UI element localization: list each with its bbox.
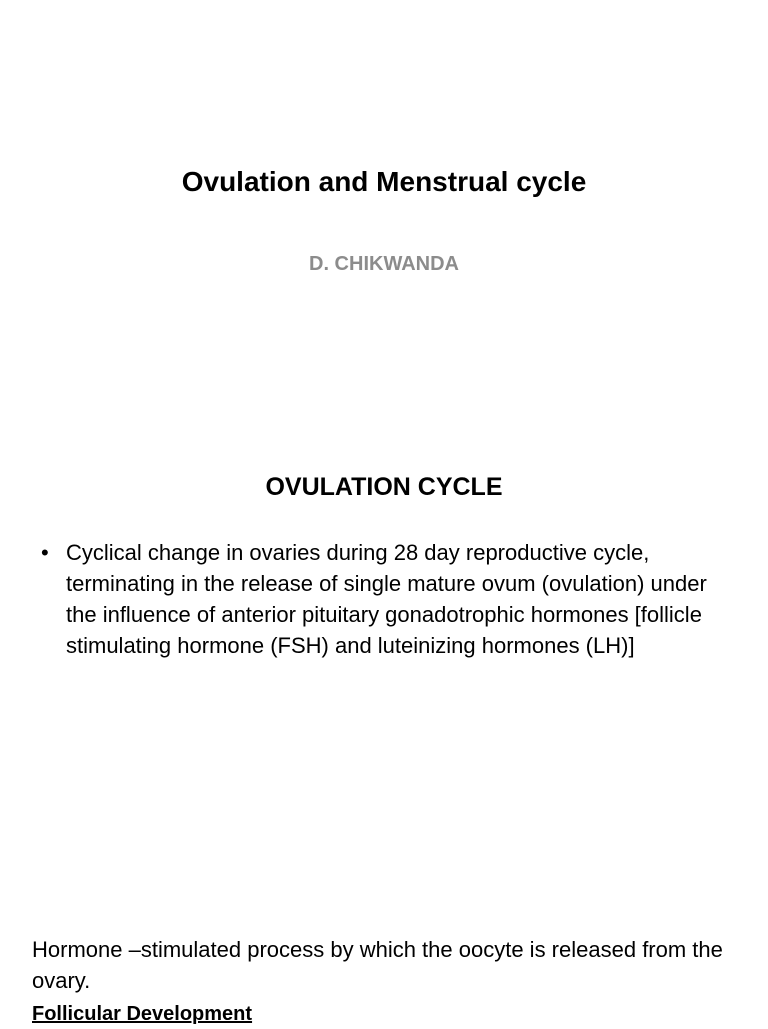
bullet-marker: • xyxy=(41,540,49,565)
bullet-text: Cyclical change in ovaries during 28 day reproductive cycle, terminating in the release of single mature ovum (ovulation) under the influence of anterior pituitary gonadotrophic hormones [follicle stimulating hormone (FSH) and luteinizing hormones (LH)] xyxy=(66,540,707,658)
ovulation-cycle-slide xyxy=(0,420,768,910)
section-heading: OVULATION CYCLE xyxy=(265,473,503,501)
hormone-section xyxy=(0,934,768,1029)
body-paragraph: Hormone –stimulated process by which the oocyte is released from the ovary. xyxy=(32,937,723,993)
author-name: D. CHIKWANDA xyxy=(309,253,459,275)
bullet-item xyxy=(40,537,720,661)
bullet-list xyxy=(40,537,720,661)
document-title: Ovulation and Menstrual cycle xyxy=(181,166,587,197)
title-slide xyxy=(0,0,768,420)
follicular-development-heading: Follicular Development xyxy=(32,1003,253,1025)
